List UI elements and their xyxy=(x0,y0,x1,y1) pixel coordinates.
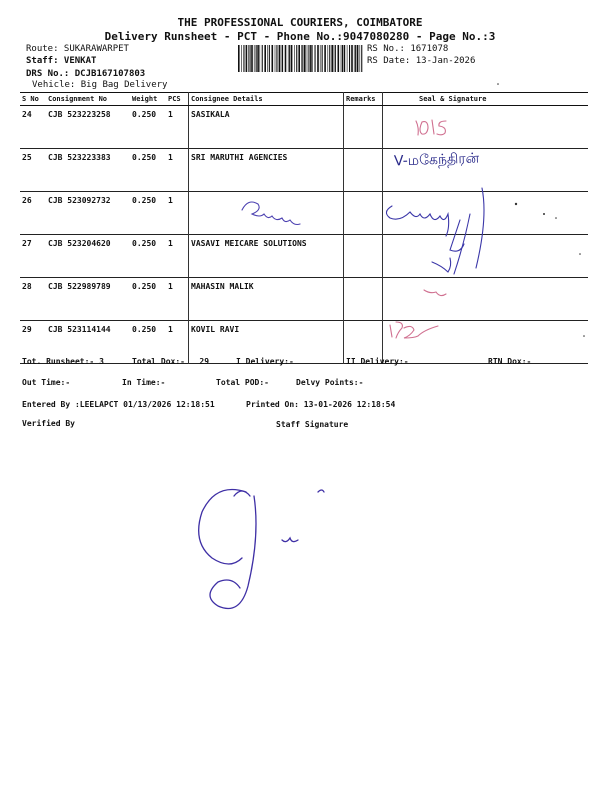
vehicle-text: Vehicle: Big Bag Delivery xyxy=(32,80,168,90)
cell-consignment-no: CJB 523223258 xyxy=(48,110,111,119)
entered-by: Entered By :LEELAPCT 01/13/2026 12:18:51 xyxy=(22,400,215,409)
cell-consignment-no: CJB 522989789 xyxy=(48,282,111,291)
cell-sno: 26 xyxy=(22,196,32,205)
cell-consignment-no: CJB 523092732 xyxy=(48,196,111,205)
cell-weight: 0.250 xyxy=(132,325,157,334)
route-text: Route: SUKARAWARPET xyxy=(26,44,129,54)
cell-weight: 0.250 xyxy=(132,282,157,291)
cell-weight: 0.250 xyxy=(132,239,157,248)
col-consignee: Consignee Details xyxy=(189,93,344,106)
cell-consignment-no: CJB 523204620 xyxy=(48,239,111,248)
out-time: Out Time:- xyxy=(22,378,71,387)
total-dox: Total Dox:- 29 xyxy=(132,357,210,366)
cell-weight: 0.250 xyxy=(132,153,157,162)
cell-pcs: 1 xyxy=(166,106,189,149)
cell-weight: 0.250 xyxy=(132,196,157,205)
printed-on: Printed On: 13-01-2026 12:18:54 xyxy=(246,400,396,409)
runsheet-subtitle: Delivery Runsheet - PCT - Phone No.:9047080280 - Page No.:3 xyxy=(104,30,496,43)
col-pcs: PCS xyxy=(166,93,189,106)
staff-text: Staff: VENKAT xyxy=(26,56,97,66)
col-remarks: Remarks xyxy=(344,93,383,106)
in-time: In Time:- xyxy=(122,378,166,387)
cell-sno: 24 xyxy=(22,110,32,119)
tot-runsheet: Tot. Runsheet:- 3 xyxy=(22,357,104,366)
col-sno: S No xyxy=(20,93,46,106)
cell-pcs: 1 xyxy=(166,278,189,321)
cell-weight: 0.250 xyxy=(132,110,157,119)
handwritten-name-row25: V-மகேந்திரன் xyxy=(393,150,480,170)
col-consignment: Consignment No xyxy=(46,93,130,106)
cell-consignee: MAHASIN MALIK xyxy=(189,278,344,321)
rs-number: RS No.: 1671078 xyxy=(367,44,449,54)
rs-date: RS Date: 13-Jan-2026 xyxy=(367,56,476,66)
cell-consignee: SASIKALA xyxy=(189,106,344,149)
total-pod: Total POD:- xyxy=(216,378,269,387)
cell-pcs: 1 xyxy=(166,192,189,235)
cell-sno: 27 xyxy=(22,239,32,248)
company-title: THE PROFESSIONAL COURIERS, COIMBATORE xyxy=(177,16,423,29)
staff-signature-label: Staff Signature xyxy=(276,420,349,429)
delvy-points: Delvy Points:- xyxy=(296,378,364,387)
rtn-dox: RTN Dox:- xyxy=(488,357,532,366)
i-delivery: I Delivery:- xyxy=(236,357,294,366)
cell-consignment-no: CJB 523223383 xyxy=(48,153,111,162)
col-seal-signature: Seal & Signature xyxy=(383,93,589,106)
cell-pcs: 1 xyxy=(166,235,189,278)
cell-sno: 28 xyxy=(22,282,32,291)
cell-pcs: 1 xyxy=(166,321,189,364)
cell-sno: 25 xyxy=(22,153,32,162)
ii-delivery: II Delivery:- xyxy=(346,357,409,366)
cell-consignee: KOVIL RAVI xyxy=(189,321,344,364)
col-weight: Weight xyxy=(130,93,166,106)
cell-consignee: SRI MARUTHI AGENCIES xyxy=(189,149,344,192)
cell-consignee: VASAVI MEICARE SOLUTIONS xyxy=(189,235,344,278)
cell-consignment-no: CJB 523114144 xyxy=(48,325,111,334)
cell-sno: 29 xyxy=(22,325,32,334)
verified-by: Verified By xyxy=(22,419,75,428)
drs-number: DRS No.: DCJB167107803 xyxy=(26,69,146,79)
cell-pcs: 1 xyxy=(166,149,189,192)
